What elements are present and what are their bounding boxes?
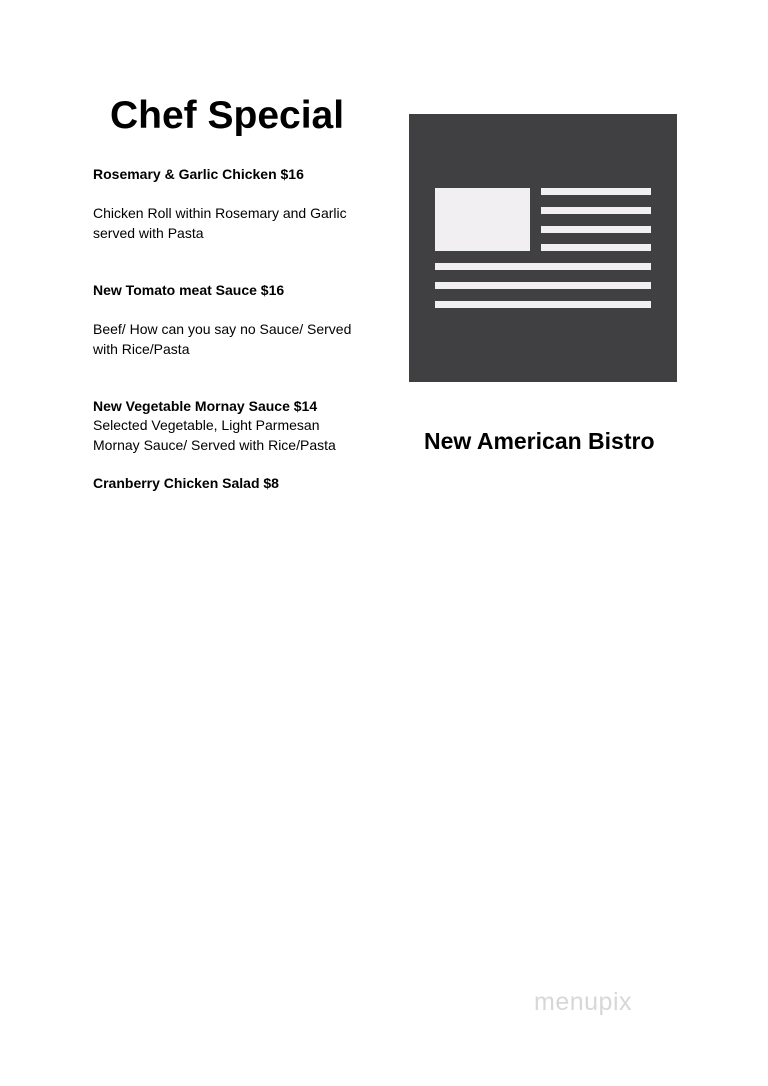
- text-line-placeholder: [435, 263, 651, 270]
- restaurant-name: New American Bistro: [424, 428, 655, 454]
- menu-item-description: Selected Vegetable, Light Parmesan: [93, 417, 320, 433]
- menu-item-description: Beef/ How can you say no Sauce/ Served: [93, 321, 352, 337]
- menu-item-name: New Tomato meat Sauce $16: [93, 282, 285, 298]
- image-placeholder-block: [435, 188, 530, 251]
- text-line-placeholder: [541, 188, 651, 195]
- menu-item-name: Rosemary & Garlic Chicken $16: [93, 166, 304, 182]
- watermark: menupix: [534, 988, 632, 1016]
- text-line-placeholder: [435, 301, 651, 308]
- menu-item-description: with Rice/Pasta: [93, 341, 190, 357]
- menu-item-description: served with Pasta: [93, 225, 204, 241]
- text-line-placeholder: [541, 207, 651, 214]
- menu-item-description: Mornay Sauce/ Served with Rice/Pasta: [93, 437, 336, 453]
- text-line-placeholder: [541, 226, 651, 233]
- article-placeholder-icon: [409, 114, 677, 382]
- menu-item-description: Chicken Roll within Rosemary and Garlic: [93, 205, 347, 221]
- menu-item-name: Cranberry Chicken Salad $8: [93, 475, 279, 491]
- menu-item-name: New Vegetable Mornay Sauce $14: [93, 398, 318, 414]
- page-title: Chef Special: [110, 94, 345, 137]
- text-line-placeholder: [435, 282, 651, 289]
- text-line-placeholder: [541, 244, 651, 251]
